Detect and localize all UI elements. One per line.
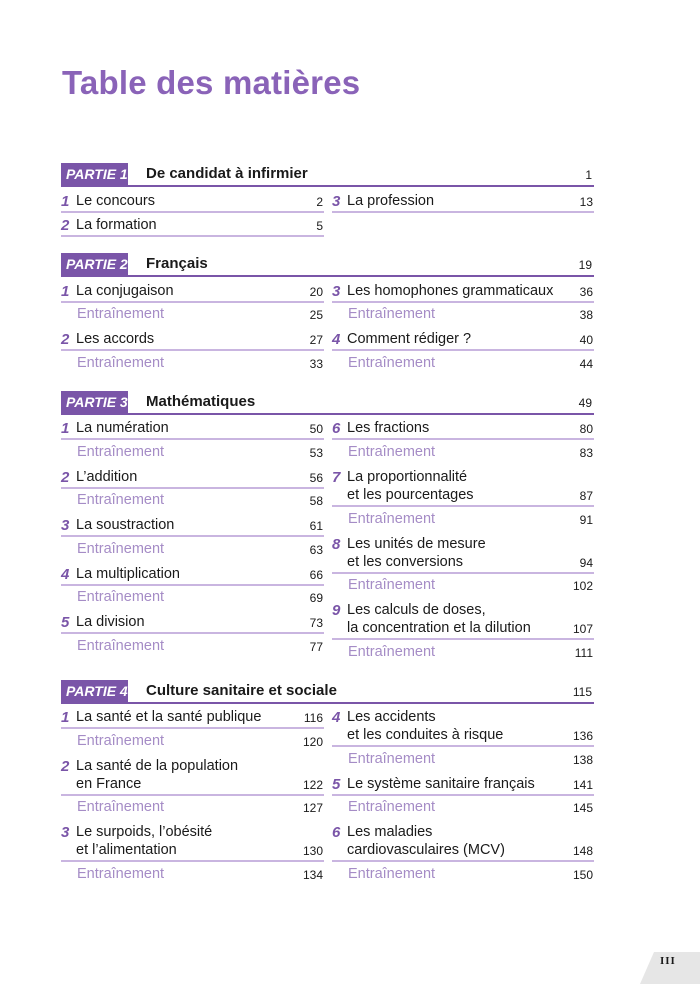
page-number: 61 [309, 519, 323, 533]
page-number: 150 [572, 868, 593, 882]
training-entry[interactable] [348, 354, 594, 374]
training-label: Entraînement [77, 444, 165, 460]
page-number: 50 [309, 422, 323, 436]
page-number: 56 [309, 471, 323, 485]
page-number: 127 [302, 801, 323, 815]
training-entry[interactable] [77, 491, 324, 511]
training-entry[interactable] [77, 798, 324, 818]
page-number: 20 [309, 285, 323, 299]
page-number: 27 [309, 333, 323, 347]
training-label: Entraînement [348, 751, 436, 767]
chapter-number: 2 [61, 217, 70, 234]
training-entry[interactable] [77, 540, 324, 560]
training-entry[interactable] [348, 576, 594, 596]
page-number: 122 [302, 778, 323, 792]
training-entry[interactable] [348, 305, 594, 325]
chapter-title-continued: cardiovasculaires (MCV) [347, 842, 505, 858]
training-entry[interactable] [77, 732, 324, 752]
chapter-entry[interactable] [61, 329, 324, 351]
page-number: 66 [309, 568, 323, 582]
chapter-title: La formation [76, 217, 157, 233]
training-label: Entraînement [348, 577, 436, 593]
chapter-number: 4 [332, 331, 341, 348]
page-number: 38 [579, 308, 593, 322]
page-number: 33 [309, 357, 323, 371]
chapter-entry[interactable] [61, 281, 324, 303]
training-entry[interactable] [348, 443, 594, 463]
chapter-number: 7 [332, 469, 341, 486]
page-number: 77 [309, 640, 323, 654]
page-number: 145 [572, 801, 593, 815]
training-label: Entraînement [77, 492, 165, 508]
training-entry[interactable] [77, 443, 324, 463]
training-entry[interactable] [348, 510, 594, 530]
page-number: 19 [578, 258, 592, 272]
training-label: Entraînement [77, 638, 165, 654]
chapter-title: La division [76, 614, 145, 630]
chapter-title: La santé de la population [76, 758, 239, 774]
page-number: 53 [309, 446, 323, 460]
page-number: 136 [572, 729, 593, 743]
training-label: Entraînement [348, 306, 436, 322]
chapter-number: 2 [61, 469, 70, 486]
chapter-entry[interactable] [332, 707, 594, 747]
chapter-title: La santé et la santé publique [76, 709, 262, 725]
chapter-number: 5 [332, 776, 341, 793]
chapter-title-continued: et l’alimentation [76, 842, 177, 858]
chapter-title-continued: en France [76, 776, 142, 792]
page-number: 138 [572, 753, 593, 767]
chapter-number: 1 [61, 283, 70, 300]
chapter-title: La multiplication [76, 566, 180, 582]
chapter-number: 3 [332, 193, 341, 210]
training-label: Entraînement [77, 589, 165, 605]
training-label: Entraînement [77, 541, 165, 557]
part-label: PARTIE 2 [61, 253, 128, 275]
page-number: 2 [316, 195, 323, 209]
chapter-number: 2 [61, 758, 70, 775]
part-title: Français [146, 255, 208, 272]
training-entry[interactable] [77, 305, 324, 325]
page-number: 115 [572, 685, 592, 699]
page-number: 1 [585, 168, 592, 182]
chapter-number: 1 [61, 193, 70, 210]
chapter-entry[interactable] [61, 612, 324, 634]
chapter-number: 5 [61, 614, 70, 631]
part-title: Culture sanitaire et sociale [146, 682, 337, 699]
chapter-entry[interactable] [61, 822, 324, 862]
chapter-entry[interactable] [61, 707, 324, 729]
chapter-entry[interactable] [61, 215, 324, 237]
page-number: 63 [309, 543, 323, 557]
page-number: 134 [302, 868, 323, 882]
chapter-number: 9 [332, 602, 341, 619]
chapter-entry[interactable] [332, 191, 594, 213]
page-number: 5 [316, 219, 323, 233]
chapter-title: Le système sanitaire français [347, 776, 535, 792]
chapter-entry[interactable] [61, 467, 324, 489]
page-number: 25 [309, 308, 323, 322]
training-label: Entraînement [77, 306, 165, 322]
chapter-title: Les fractions [347, 420, 430, 436]
training-entry[interactable] [348, 798, 594, 818]
page-number: 130 [302, 844, 323, 858]
chapter-entry[interactable] [332, 600, 594, 640]
chapter-entry[interactable] [61, 564, 324, 586]
chapter-title: La numération [76, 420, 169, 436]
chapter-number: 8 [332, 536, 341, 553]
part-label: PARTIE 3 [61, 391, 128, 413]
training-label: Entraînement [77, 355, 165, 371]
chapter-entry[interactable] [332, 534, 594, 574]
chapter-title-continued: la concentration et la dilution [347, 620, 531, 636]
part-label: PARTIE 1 [61, 163, 128, 185]
chapter-title-continued: et les conduites à risque [347, 727, 504, 743]
page-number: 91 [579, 513, 593, 527]
part-header-1[interactable] [61, 163, 594, 187]
chapter-number: 6 [332, 824, 341, 841]
chapter-entry[interactable] [332, 329, 594, 351]
chapter-title: Comment rédiger ? [347, 331, 472, 347]
chapter-number: 1 [61, 420, 70, 437]
chapter-entry[interactable] [332, 281, 594, 303]
page-number: 44 [579, 357, 593, 371]
part-header-4[interactable] [61, 680, 594, 704]
chapter-number: 6 [332, 420, 341, 437]
chapter-title: Le surpoids, l’obésité [76, 824, 213, 840]
training-label: Entraînement [77, 799, 165, 815]
training-entry[interactable] [348, 643, 594, 663]
page-number: 13 [579, 195, 593, 209]
page-number: 116 [303, 711, 323, 725]
page-title: Table des matières [62, 64, 361, 101]
page-number: 69 [309, 591, 323, 605]
page-number: 94 [579, 556, 593, 570]
chapter-title-continued: et les conversions [347, 554, 464, 570]
chapter-title: Les homophones grammaticaux [347, 283, 554, 299]
training-label: Entraînement [348, 355, 436, 371]
training-label: Entraînement [348, 511, 436, 527]
page-number: 102 [572, 579, 593, 593]
page-number: 107 [572, 622, 593, 636]
training-entry[interactable] [348, 750, 594, 770]
chapter-entry[interactable] [332, 774, 594, 796]
training-entry[interactable] [348, 865, 594, 885]
chapter-entry[interactable] [332, 418, 594, 440]
chapter-title-continued: et les pourcentages [347, 487, 474, 503]
chapter-title: Le concours [76, 193, 155, 209]
page-number: 141 [572, 778, 593, 792]
page-number: 87 [579, 489, 593, 503]
training-entry[interactable] [77, 637, 324, 657]
chapter-entry[interactable] [332, 822, 594, 862]
training-label: Entraînement [348, 866, 436, 882]
chapter-number: 4 [61, 566, 70, 583]
chapter-number: 3 [61, 824, 70, 841]
chapter-number: 3 [332, 283, 341, 300]
training-entry[interactable] [77, 588, 324, 608]
chapter-entry[interactable] [61, 418, 324, 440]
chapter-title: Les calculs de doses, [347, 602, 486, 618]
page-number: 120 [302, 735, 323, 749]
chapter-title: La soustraction [76, 517, 175, 533]
training-label: Entraînement [77, 733, 165, 749]
training-entry[interactable] [77, 865, 324, 885]
chapter-title: La proportionnalité [347, 469, 468, 485]
page-number: 36 [579, 285, 593, 299]
chapter-entry[interactable] [332, 467, 594, 507]
part-title: De candidat à infirmier [146, 165, 308, 182]
chapter-number: 2 [61, 331, 70, 348]
page-number: 83 [579, 446, 593, 460]
page-number: 148 [572, 844, 593, 858]
chapter-number: 4 [332, 709, 341, 726]
chapter-number: 1 [61, 709, 70, 726]
part-label: PARTIE 4 [61, 680, 128, 702]
page-number: 73 [309, 616, 323, 630]
chapter-title: Les accidents [347, 709, 436, 725]
chapter-title: La profession [347, 193, 435, 209]
chapter-title: Les maladies [347, 824, 433, 840]
part-title: Mathématiques [146, 393, 256, 410]
chapter-title: Les unités de mesure [347, 536, 486, 552]
page-number: 80 [579, 422, 593, 436]
chapter-title: L’addition [76, 469, 138, 485]
chapter-entry[interactable] [61, 515, 324, 537]
page-number: 49 [578, 396, 592, 410]
chapter-title: Les accords [76, 331, 155, 347]
part-header-2[interactable] [61, 253, 594, 277]
page-number: 111 [574, 646, 593, 660]
training-label: Entraînement [77, 866, 165, 882]
part-header-3[interactable] [61, 391, 594, 415]
training-label: Entraînement [348, 444, 436, 460]
training-label: Entraînement [348, 644, 436, 660]
training-entry[interactable] [77, 354, 324, 374]
page-number: 58 [309, 494, 323, 508]
chapter-entry[interactable] [61, 191, 324, 213]
page-folio: III [660, 955, 676, 967]
chapter-number: 3 [61, 517, 70, 534]
chapter-entry[interactable] [61, 756, 324, 796]
training-label: Entraînement [348, 799, 436, 815]
chapter-title: La conjugaison [76, 283, 174, 299]
page-number: 40 [579, 333, 593, 347]
